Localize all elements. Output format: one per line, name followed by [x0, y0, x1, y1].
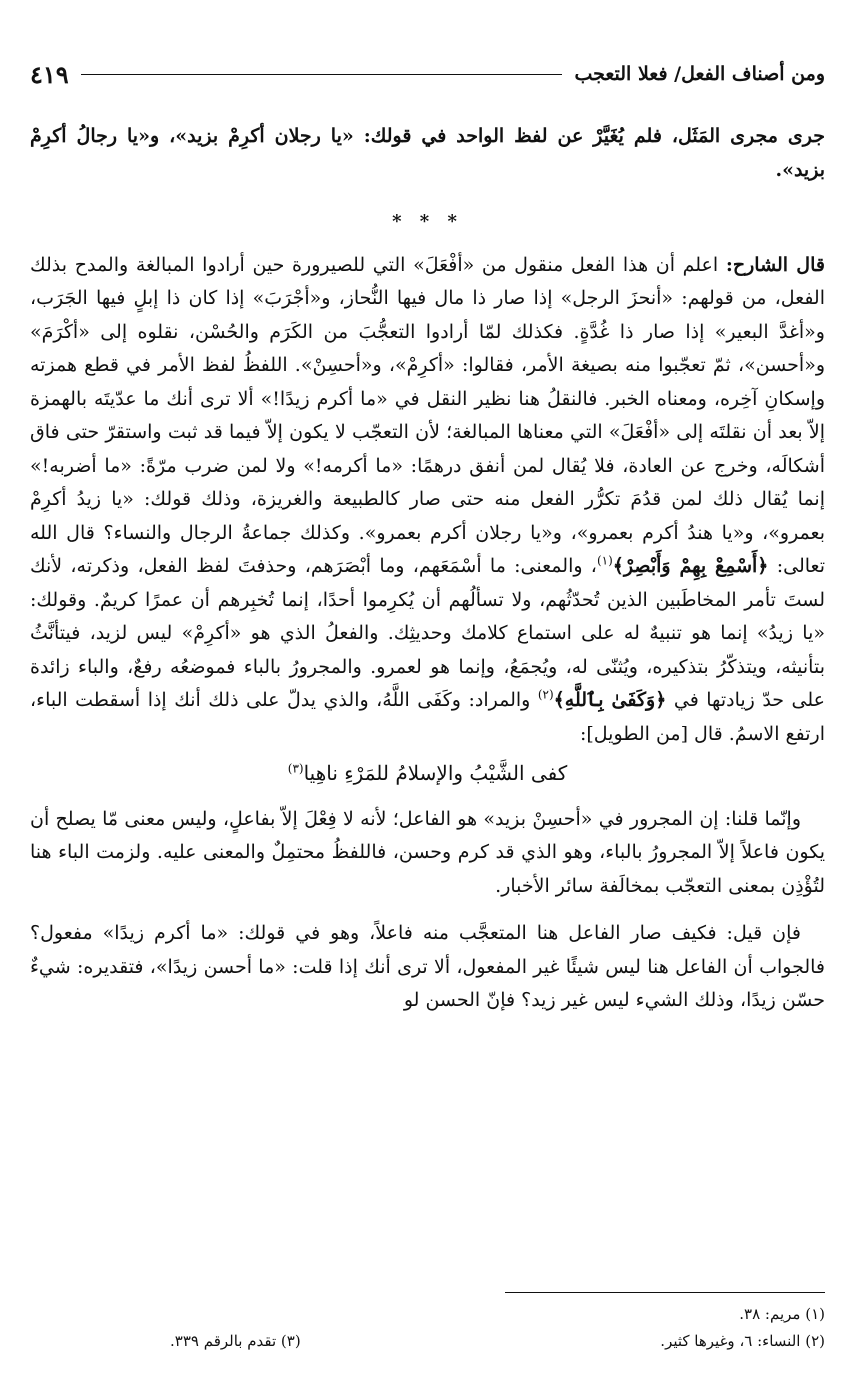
commentary-text-2: ، والمعنى: ما أسْمَعَهم، وما أبْصَرَهم، وحذفتَ لفظ الفعل، وذكرته، لأنك لستَ تأمر المخاطَبين الذين تُحدّثُهم، ولا تسألُهم أن يُكرِموا أحدًا، إنما تُخبِرهم أن عمرًا كريمٌ. وقولك: «يا زيدُ» إنما هو تنبيهٌ له على استماع كلامك وحديثِك. والفعلُ الذي هو «أكرِمْ» ليس لزيد، فيتأنَّثُ بتأنيثه، ويتذكّرُ بتذكيره، ويُثنّى له، ويُجمَعُ، وإنما هو لعمرو. والمجرورُ بالباء فموضعُه رفعٌ، والباء زائدة على حدّ زيادتها في	[30, 555, 825, 711]
page-number: ٤١٩	[30, 59, 69, 89]
page-header	[30, 52, 825, 96]
paragraph-3: فإن قيل: فكيف صار الفاعل هنا المتعجَّب منه فاعلاً، وهو في قولك: «ما أكرم زيدًا» مفعول؟ فالجواب أن الفاعل هنا ليس شيئًا غير المفعول، ألا ترى أنك إذا قلت: «ما أحسن زيدًا»، فتقديره: شيءٌ حسّن زيدًا، وذلك الشيء ليس غير زيد؟ فإنّ الحسن لو	[30, 922, 825, 1011]
footnote-marker-1: (١)	[596, 553, 613, 568]
verse-paragraph: جرى مجرى المَثَل، فلم يُغَيَّرْ عن لفظ الواحد في قولك: «يا رجلان أكرِمْ بزيد»، و«يا رجالُ أكرِمْ بزيد».	[30, 125, 825, 181]
footnote-1: (١) مريم: ٣٨.	[739, 1305, 825, 1323]
footnote-rule	[505, 1292, 825, 1293]
commentary-text-3: والمراد: وكَفَى اللَّهُ، والذي يدلّ على ذلك أنك إذا أسقطت الباء، ارتفع الاسمُ. قال [من الطويل]:	[30, 689, 825, 745]
commentary-text-1: اعلم أن هذا الفعل منقول من «أفْعَلَ» التي للصيرورة حين أرادوا المبالغة والمدح بذلك الفعل، من قولهم: «أنحزَ الرجل» إذا صار ذا مال فيها النُّحاز، و«أجْرَبَ» إذا كان ذا إبلٍ فيها الجَرَب، و«أغدَّ البعير» إذا صار ذا غُدَّةٍ. فكذلك لمّا أرادوا التعجُّبَ من الكَرَم والحُسْن، نقلوه إلى «أكْرَمَ» و«أحسن»، ثمّ تعجّبوا منه بصيغة الأمر، فقالوا: «أكرِمْ»، و«أحسِنْ». اللفظُ لفظ الأمر في قطع همزته وإسكانِ آخِره، ومعناه الخبر. فالنقلُ هنا نظير النقل في «ما أكرم زيدًا!» ألا ترى أنك ما عدّيتَه بالهمزة إلاّ بعد أن نقلتَه إلى «أفْعَلَ» التي معناها المبالغة؛ لأن التعجّب لا يكون إلاّ فيما قد ثبت واستقرّ حتى فاق أشكالَه، وخرج عن العادة، فلا يُقال لمن أنفق درهمًا: «ما أكرمه!» ولا لمن ضرب مرّةً: «ما أضربه!» إنما يُقال ذلك لمن قدُمَ تكرُّر الفعل منه حتى صار كالطبيعة والغريزة، وذلك قولك: «يا زيدُ أكرِمْ بعمرو»، و«يا هندُ أكرم بعمرو»، و«يا رجلان أكرم بعمرو». وكذلك جماعةُ الرجال والنساء؟ قال الله تعالى:	[30, 253, 825, 577]
footnote-marker-2: (٢)	[537, 687, 554, 702]
quran-quote-2: ﴿وَكَفَىٰ بِٱللَّهِ﴾	[553, 689, 667, 711]
body-text	[30, 120, 825, 1018]
running-title: ومن أصناف الفعل/ فعلا التعجب	[574, 63, 825, 85]
commentator-label: قال الشارح:	[725, 253, 825, 276]
section-separator: * * *	[392, 211, 463, 232]
quran-quote-1: ﴿أَسْمِعْ بِهِمْ وَأَبْصِرْ﴾	[612, 555, 769, 577]
footnote-2: (٢) النساء: ٦، وغيرها كثير.	[660, 1332, 825, 1350]
poem-line	[30, 757, 825, 791]
footnote-3: (٣) تقدم بالرقم ٣٣٩.	[170, 1332, 301, 1350]
poem-text: كفى الشَّيْبُ والإسلامُ للمَرْءِ ناهِيا	[303, 761, 568, 785]
footnote-marker-3: (٣)	[287, 761, 304, 776]
paragraph-2: وإنّما قلنا: إن المجرور في «أحسِنْ بزيد» هو الفاعل؛ لأنه لا فِعْلَ إلاّ بفاعلٍ، وليس معنى مّا يصلح أن يكون فاعلاً إلاّ المجرورُ بالباء، وهو الذي قد كرم وحسن، فاللفظُ محتمِلٌ والمعنى عليه. ولزمت الباء هنا لتُؤْذِن بمعنى التعجّب بمخالَفة سائر الأخبار.	[30, 807, 825, 897]
footnote-row	[30, 1328, 825, 1355]
footnotes	[30, 1292, 825, 1355]
header-rule	[81, 74, 563, 75]
commentary-paragraph	[30, 249, 825, 752]
